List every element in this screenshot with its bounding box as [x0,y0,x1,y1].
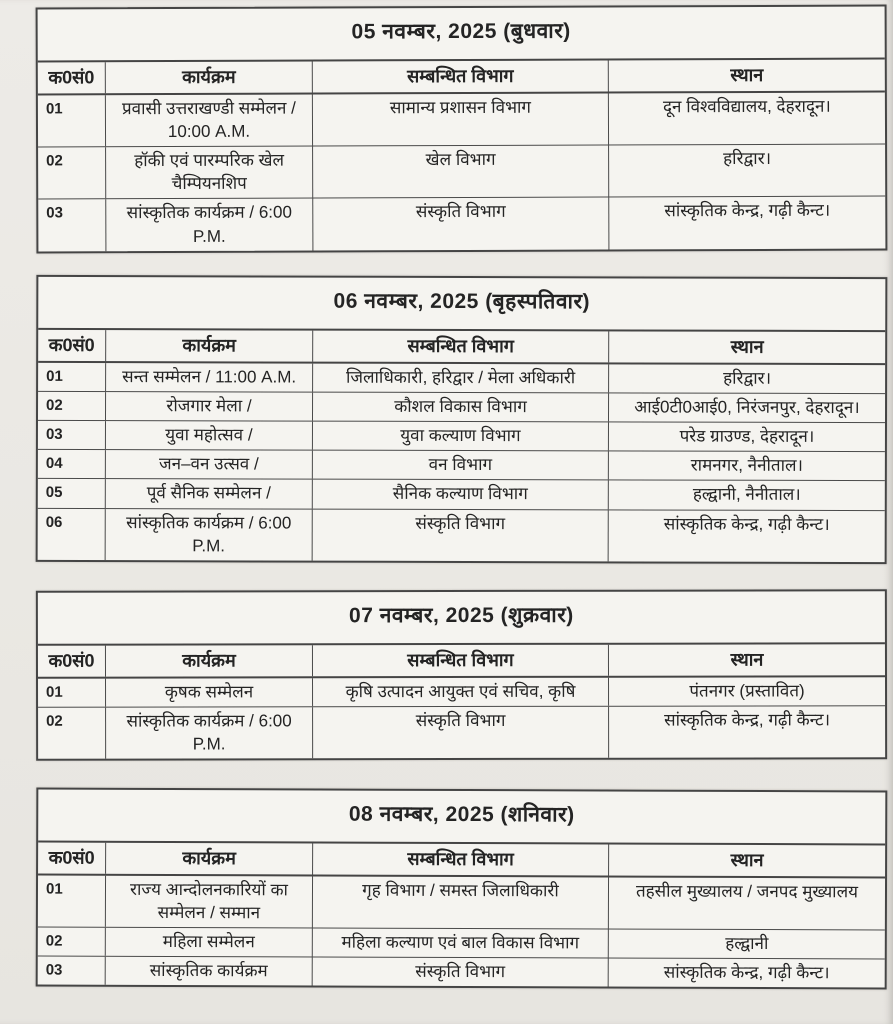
department-cell: संस्कृति विभाग [313,509,609,561]
location-cell: हल्द्वानी, नैनीताल। [692,484,801,504]
serial-cell: 01 [38,875,106,926]
department-cell: युवा कल्याण विभाग [313,421,609,450]
schedule-table-2 [36,275,888,564]
program-cell: सन्त सम्मेलन / 11:00 A.M. [106,363,313,392]
table-row [38,678,885,709]
column-header-program: कार्यक्रम [106,843,313,875]
schedule-table-3 [36,590,887,762]
serial-cell: 02 [38,392,106,420]
program-cell: हॉकी एवं पारम्परिक खेल चैम्पियनशिप [106,147,313,199]
location-cell: हल्द्वानी [725,933,769,954]
serial-cell: 03 [38,200,106,251]
table-date-title: 08 नवम्बर, 2025 (शनिवार) [38,789,885,845]
table-date-title: 05 नवम्बर, 2025 (बुधवार) [38,7,885,63]
column-header-program: कार्यक्रम [106,646,313,677]
program-cell: महिला सम्मेलन [106,928,313,957]
serial-cell: 01 [38,95,106,146]
table-row [38,363,885,394]
program-cell: सांस्कृतिक कार्यक्रम / 6:00 P.M. [106,508,313,560]
table-row [38,479,885,510]
serial-cell: 04 [38,450,106,478]
table-row [38,875,885,930]
program-cell: प्रवासी उत्तराखण्डी सम्मेलन / 10:00 A.M. [106,95,313,147]
department-cell: सैनिक कल्याण विभाग [313,480,609,509]
location-cell: सांस्कृतिक केन्द्र, गढ़ी कैन्ट। [663,513,830,534]
department-cell: महिला कल्याण एवं बाल विकास विभाग [313,928,609,957]
table-row [38,927,885,959]
column-header-department: सम्बन्धित विभाग [313,843,609,875]
table-row [38,707,885,760]
table-row [38,93,885,148]
serial-cell: 02 [38,708,106,759]
schedule-table-1 [36,5,888,254]
serial-cell: 05 [38,479,106,507]
location-cell: तहसील मुख्यालय / जनपद मुख्यालय [635,881,859,902]
location-cell: दून विश्वविद्यालय, देहरादून। [662,96,831,117]
program-cell: जन–वन उत्सव / [106,450,313,479]
table-row [38,145,885,200]
column-header-serial: क0सं0 [38,62,106,93]
location-cell: परेड ग्राउण्ड, देहरादून। [679,426,815,446]
location-cell: रामनगर, नैनीताल। [690,455,804,475]
column-header-program: कार्यक्रम [106,62,313,94]
table-row [38,421,885,452]
department-cell: कौशल विकास विभाग [313,392,609,421]
department-cell: संस्कृति विभाग [313,958,609,987]
table-header-row [38,645,885,679]
table-row [38,957,885,988]
serial-cell: 03 [38,957,106,985]
department-cell: संस्कृति विभाग [313,198,609,250]
serial-cell: 02 [38,147,106,198]
location-cell: सांस्कृतिक केन्द्र, गढ़ी कैन्ट। [664,201,831,221]
location-cell: आई0टी0आई0, निरंजनपुर, देहरादून। [634,397,860,417]
program-cell: युवा महोत्सव / [106,421,313,450]
table-row [38,450,885,481]
table-header-row [38,60,885,96]
table-header-row [38,842,885,878]
program-cell: राज्य आन्दोलनकारियों का सम्मेलन / सम्मान [106,876,313,928]
department-cell: संस्कृति विभाग [313,707,609,759]
serial-cell: 01 [38,679,106,707]
column-header-serial: क0सं0 [38,646,106,677]
location-cell: सांस्कृतिक केन्द्र, गढ़ी कैन्ट। [663,962,830,983]
program-cell: सांस्कृतिक कार्यक्रम [106,957,313,986]
column-header-program: कार्यक्रम [106,330,313,362]
column-header-location: स्थान [730,64,764,86]
schedule-table-4 [36,787,888,989]
column-header-serial: क0सं0 [38,330,106,361]
program-cell: कृषक सम्मेलन [106,679,313,707]
department-cell: गृह विभाग / समस्त जिलाधिकारी [313,876,609,928]
department-cell: कृषि उत्पादन आयुक्त एवं सचिव, कृषि [313,678,609,707]
serial-cell: 03 [38,421,106,449]
column-header-location: स्थान [730,849,764,870]
table-row [38,197,885,251]
table-date-title: 06 नवम्बर, 2025 (बृहस्पतिवार) [38,277,885,332]
program-cell: रोजगार मेला / [106,392,313,421]
department-cell: सामान्य प्रशासन विभाग [313,93,609,145]
tables-host [36,6,888,988]
serial-cell: 02 [38,927,106,955]
program-cell: सांस्कृतिक कार्यक्रम / 6:00 P.M. [106,708,313,760]
table-date-title: 07 नवम्बर, 2025 (शुक्रवार) [38,592,885,646]
location-cell: सांस्कृतिक केन्द्र, गढ़ी कैन्ट। [664,710,831,731]
column-header-department: सम्बन्धित विभाग [313,60,609,92]
table-row [38,508,885,561]
column-header-department: सम्बन्धित विभाग [313,645,609,677]
serial-cell: 06 [38,508,106,559]
table-header-row [38,330,885,365]
serial-cell: 01 [38,363,106,391]
program-cell: पूर्व सैनिक सम्मेलन / [106,479,313,508]
location-cell: पंतनगर (प्रस्तावित) [689,681,805,702]
column-header-serial: क0सं0 [38,842,106,873]
program-cell: सांस्कृतिक कार्यक्रम / 6:00 P.M. [106,199,313,251]
column-header-department: सम्बन्धित विभाग [313,330,609,362]
location-cell: हरिद्वार। [723,149,772,169]
column-header-location: स्थान [730,336,764,357]
department-cell: वन विभाग [313,451,609,480]
department-cell: खेल विभाग [313,146,609,198]
department-cell: जिलाधिकारी, हरिद्वार / मेला अधिकारी [313,363,609,392]
table-row [38,392,885,423]
column-header-location: स्थान [730,649,764,670]
location-cell: हरिद्वार। [723,368,772,388]
